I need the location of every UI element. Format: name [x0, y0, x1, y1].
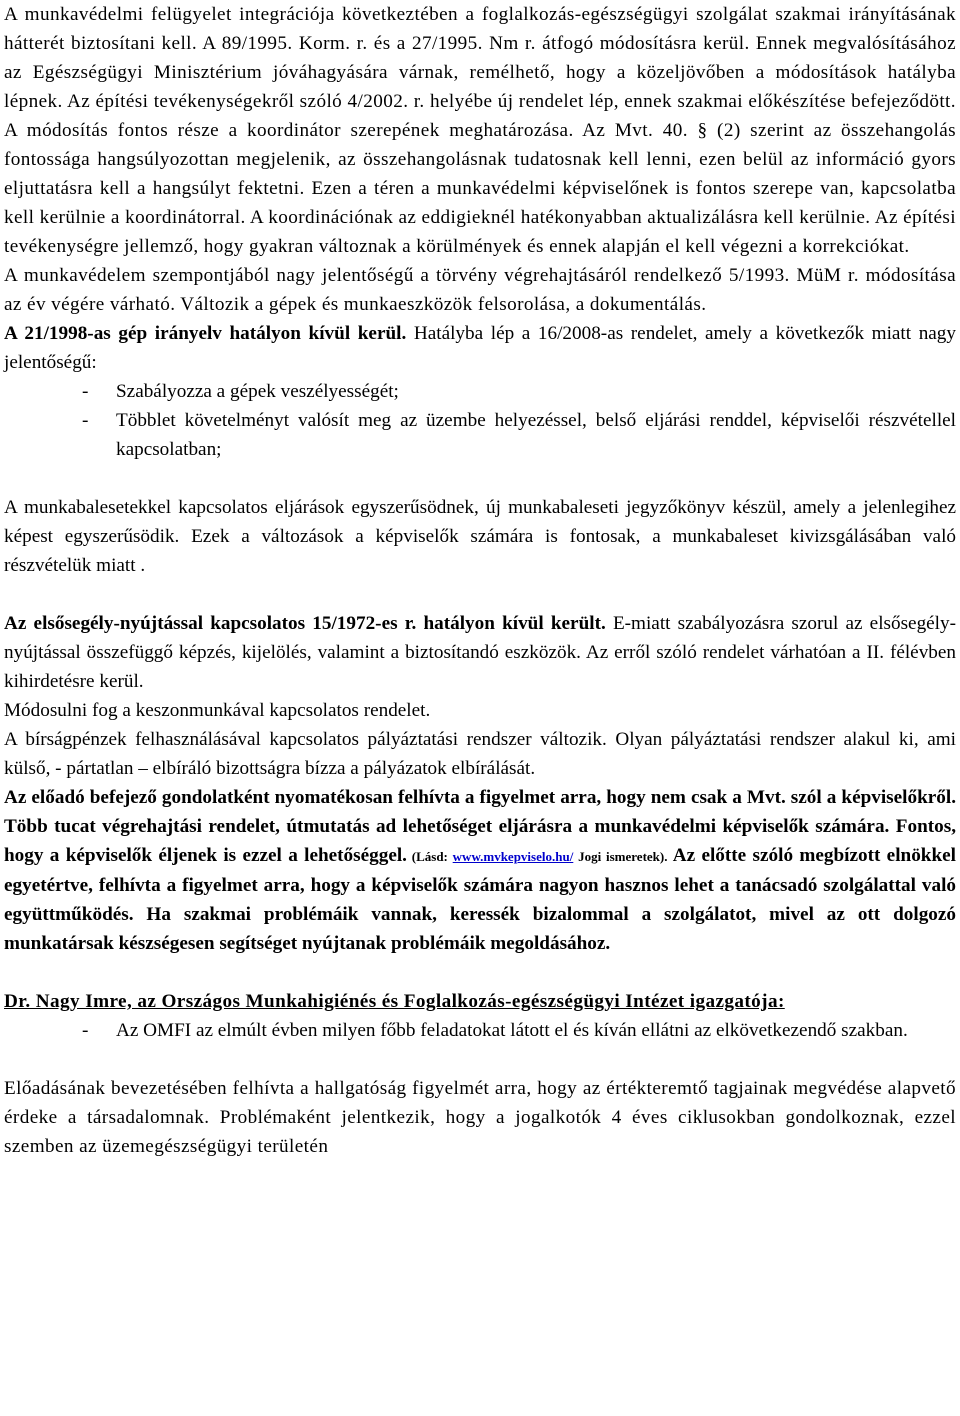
paragraph-mum-regulation: A munkavédelem szempontjából nagy jelentőségű a törvény végrehajtásáról rendelkező 5/1993. MüM r. módosítása az év végére várható. Változik a gépek és munkaeszközök felsorolása, a dokumentálás. [4, 265, 956, 315]
speaker-topic-list [4, 1016, 956, 1045]
machine-directive-bold: A 21/1998-as gép irányelv hatályon kívül kerül. [4, 323, 407, 344]
list-item-text: Szabályozza a gépek veszélyességét; [116, 381, 399, 402]
paragraph-machine-directive [4, 319, 956, 377]
list-item [4, 377, 956, 406]
dash-bullet: - [82, 1020, 89, 1041]
closing-bold-2: Az előtte szóló megbízott elnökkel egyetértve, felhívta a figyelmet arra, hogy a képviselők számára nagyon hasznos lehet a tanácsadó szolgálattal való együttműködés. Ha szakmai problémáik vannak, keressék bizalommal a szolgálatot, mivel az ott dolgozó munkatársak készségesen segítséget nyújtanak problémáik megoldásához. [4, 845, 956, 954]
paragraph-introduction: Előadásának bevezetésében felhívta a hallgatóság figyelmét arra, hogy az értékteremtő tagjainak megvédése alapvető érdeke a társadalomnak. Problémaként jelentkezik, hogy a jogalkotók 4 éves ciklusokban gondolkoznak, ezzel szemben az üzemegészségügyi területén [4, 1078, 956, 1157]
list-item-text: Többlet követelményt valósít meg az üzembe helyezéssel, belső eljárási renddel, képviselői részvétellel kapcsolatban; [116, 410, 956, 460]
paragraph-first-aid [4, 609, 956, 696]
spacer [4, 464, 956, 493]
first-aid-rest: E-miatt szabályozásra szorul az elsősegély-nyújtással összefüggő képzés, kijelölés, valamint a biztosítandó eszközök. Az erről szóló rendelet várhatóan a II. félévben kihirdetésre kerül. [4, 613, 956, 692]
speaker-heading: Dr. Nagy Imre, az Országos Munkahigiénés és Foglalkozás-egészségügyi Intézet igazgatója: [4, 991, 785, 1012]
spacer [4, 580, 956, 609]
first-aid-bold: Az elsősegély-nyújtással kapcsolatos 15/1972-es r. hatályon kívül került. [4, 613, 606, 634]
paragraph-fines: A bírságpénzek felhasználásával kapcsolatos pályáztatási rendszer változik. Olyan pályáztatási rendszer alakul ki, ami külső, - pártatlan – elbíráló bizottságra bízza a pályázatok elbírálását. [4, 729, 956, 779]
closing-bold-1: Az előadó befejező gondolatként nyomatékosan felhívta a figyelmet arra, hogy nem csak a Mvt. szól a képviselőkről. Több tucat végrehajtási rendelet, útmutatás ad lehetőséget eljárásra a munkavédelmi képviselők számára. Fontos, hogy a képviselők éljenek is ezzel a lehetőséggel. [4, 787, 956, 866]
paragraph-work-accidents: A munkabalesetekkel kapcsolatos eljárások egyszerűsödnek, új munkabaleseti jegyzőkönyv készül, amely a jelenlegihez képest egyszerűsödik. Ezek a változások a képviselők számára is fontosak, a munkabaleset kivizsgálásában való részvételük miatt . [4, 497, 956, 576]
dash-bullet: - [82, 410, 89, 431]
mvkepviselo-link[interactable]: www.mvkepviselo.hu/ [452, 849, 574, 864]
list-item [4, 406, 956, 464]
list-item-text: Az OMFI az elmúlt évben milyen főbb feladatokat látott el és kíván ellátni az elkövetkezendő szakban. [116, 1020, 908, 1041]
dash-bullet: - [82, 381, 89, 402]
spacer [4, 1045, 956, 1074]
paragraph-caisson: Módosulni fog a keszonmunkával kapcsolatos rendelet. [4, 700, 431, 721]
paragraph-integration: A munkavédelmi felügyelet integrációja következtében a foglalkozás-egészségügyi szolgálat szakmai irányításának hátterét biztosítani kell. A 89/1995. Korm. r. és a 27/1995. Nm r. átfogó módosításra kerül. Ennek megvalósításához az Egészségügyi Minisztérium jóváhagyására várnak, remélhető, hogy a közeljövőben a módosítások hatályba lépnek. Az építési tevékenységekről szóló 4/2002. r. helyébe új rendelet lép, ennek szakmai előkészítése befejeződött. A módosítás fontos része a koordinátor szerepének meghatározása. Az Mvt. 40. § (2) szerint az összehangolás fontossága hangsúlyozottan megjelenik, az összehangolásnak tudatosnak kell lenni, ezen belül az információ gyors eljuttatásra kell a hangsúlyt fektetni. Ezen a téren a munkavédelmi képviselőnek is fontos szerepe van, kapcsolatba kell kerülnie a koordinátorral. A koordinációnak az eddigieknél hatékonyabban aktualizálásra kell kerülnie. Az építési tevékenységre jellemző, hogy gyakran változnak a körülmények és ennek alapján el kell végezni a korrekciókat. [4, 4, 956, 257]
reference-prefix: (Lásd: [406, 849, 453, 864]
machine-directive-list [4, 377, 956, 464]
paragraph-closing-thoughts [4, 783, 956, 958]
list-item [4, 1016, 956, 1045]
machine-directive-rest: Hatályba lép a 16/2008-as rendelet, amely a következők miatt nagy jelentőségű: [4, 323, 956, 373]
spacer [4, 958, 956, 987]
reference-suffix: Jogi ismeretek). [573, 849, 668, 864]
